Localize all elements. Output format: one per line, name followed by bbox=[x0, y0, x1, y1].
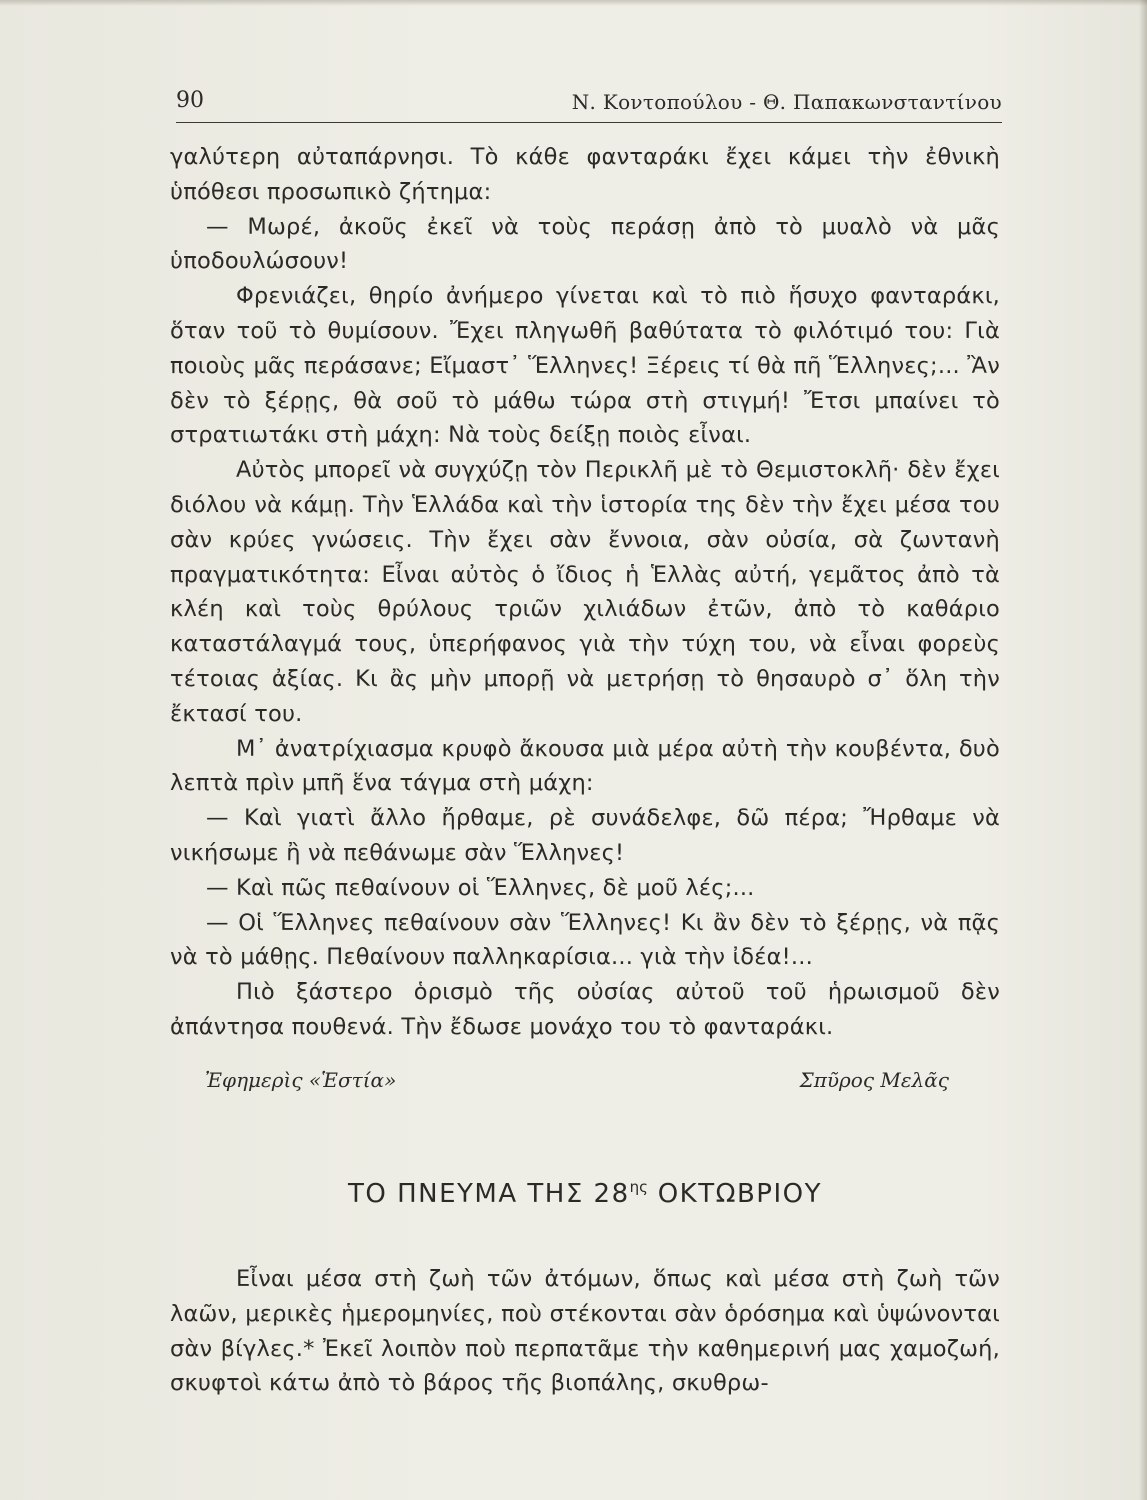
paragraph-continued: γαλύτερη αὐταπάρνησι. Τὸ κάθε φανταράκι ἔχει κάμει τὴν ἐθνικὴ ὑπόθεσι προσωπικὸ ζήτημα: bbox=[170, 144, 1000, 205]
paragraph: Εἶναι μέσα στὴ ζωὴ τῶν ἀτόμων, ὅπως καὶ μέσα στὴ ζωὴ τῶν λαῶν, μερικὲς ἡμερομηνίες, ποὺ στέκονται σὰν ὁρόσημα καὶ ὑψώνονται σὰν βίγλες.* Ἐκεῖ λοιπὸν ποὺ περπατᾶμε τὴν καθημερινή μας χαμοζωή, σκυφτοὶ κάτω ἀπὸ τὸ βάρος τῆς βιοπάλης, σκυθρω- bbox=[170, 1266, 1000, 1397]
section-body bbox=[170, 1262, 1000, 1401]
dialog-line: — Καὶ γιατὶ ἄλλο ἤρθαμε, ρὲ συνάδελφε, δῶ πέρα; Ἤρθαμε νὰ νικήσωμε ἢ νὰ πεθάνωμε σὰν Ἕλληνες! bbox=[170, 805, 1000, 866]
paragraph: Μ᾽ ἀνατρίχιασμα κρυφὸ ἄκουσα μιὰ μέρα αὐτὴ τὴν κουβέντα, δυὸ λεπτὰ πρὶν μπῆ ἕνα τάγμα στὴ μάχη: bbox=[170, 735, 1000, 797]
page-top-shadow bbox=[0, 0, 1147, 6]
section-title-superscript: ης bbox=[629, 1178, 648, 1196]
author-name: Σπῦρος Μελᾶς bbox=[799, 1068, 949, 1092]
dialog-line: — Καὶ πῶς πεθαίνουν οἱ Ἕλληνες, δὲ μοῦ λές;... bbox=[206, 874, 755, 901]
page-right-shadow bbox=[1139, 0, 1147, 1500]
section-title-main: ΤΟ ΠΝΕΥΜΑ ΤΗΣ 28 bbox=[348, 1179, 630, 1209]
running-head: Ν. Κοντοπούλου - Θ. Παπακωνσταντίνου bbox=[571, 90, 1002, 114]
paragraph: Αὐτὸς μπορεῖ νὰ συγχύζῃ τὸν Περικλῆ μὲ τὸ Θεμιστοκλῆ· δὲν ἔχει διόλου νὰ κάμῃ. Τὴν Ἑλλάδα καὶ τὴν ἱστορία της δὲν τὴν ἔχει μέσα του σὰν κρύες γνώσεις. Τὴν ἔχει σὰν ἔννοια, σὰν οὐσία, σὰ ζωντανὴ πραγματικότητα: Εἶναι αὐτὸς ὁ ἴδιος ἡ Ἑλλὰς αὐτή, γεμᾶτος ἀπὸ τὰ κλέη καὶ τοὺς θρύλους τριῶν χιλιάδων ἐτῶν, ἀπὸ τὸ καθάριο καταστάλαγμά τους, ὑπερήφανος γιὰ τὴν τύχη του, νὰ εἶναι φορεὺς τέτοιας ἀξίας. Κι ἂς μὴν μπορῇ νὰ μετρήσῃ τὸ θησαυρὸ σ᾽ ὅλη τὴν ἔκτασί του. bbox=[170, 457, 1000, 727]
dialog-line: — Οἱ Ἕλληνες πεθαίνουν σὰν Ἕλληνες! Κι ἂν δὲν τὸ ξέρῃς, νὰ πᾷς νὰ τὸ μάθῃς. Πεθαίνουν παλληκαρίσια... γιὰ τὴν ἰδέα!... bbox=[170, 909, 1000, 971]
article-body bbox=[170, 140, 1000, 1045]
section-title bbox=[170, 1178, 1000, 1209]
paragraph: Φρενιάζει, θηρίο ἀνήμερο γίνεται καὶ τὸ πιὸ ἥσυχο φανταράκι, ὅταν τοῦ τὸ θυμίσουν. Ἔχει πληγωθῆ βαθύτατα τὸ φιλότιμό του: Γιὰ ποιοὺς μᾶς περάσανε; Εἴμαστ᾽ Ἕλληνες! Ξέρεις τί θὰ πῆ Ἕλληνες;... Ἂν δὲν τὸ ξέρῃς, θὰ σοῦ τὸ μάθω τώρα στὴ στιγμή! Ἔτσι μπαίνει τὸ στρατιωτάκι στὴ μάχη: Νὰ τοὺς δείξῃ ποιὸς εἶναι. bbox=[170, 283, 1000, 449]
source-newspaper: Ἐφημερὶς «Ἑστία» bbox=[205, 1068, 397, 1092]
section-title-end: ΟΚΤΩΒΡΙΟΥ bbox=[647, 1179, 822, 1209]
dialog-line: — Μωρέ, ἀκοῦς ἐκεῖ νὰ τοὺς περάσῃ ἀπὸ τὸ μυαλὸ νὰ μᾶς ὑποδουλώσουν! bbox=[170, 213, 1000, 275]
page-header bbox=[176, 88, 1002, 123]
paragraph: Πιὸ ξάστερο ὁρισμὸ τῆς οὐσίας αὐτοῦ τοῦ ἡρωισμοῦ δὲν ἀπάντησα πουθενά. Τὴν ἔδωσε μονάχο του τὸ φανταράκι. bbox=[170, 979, 1000, 1040]
page-number: 90 bbox=[176, 88, 204, 113]
